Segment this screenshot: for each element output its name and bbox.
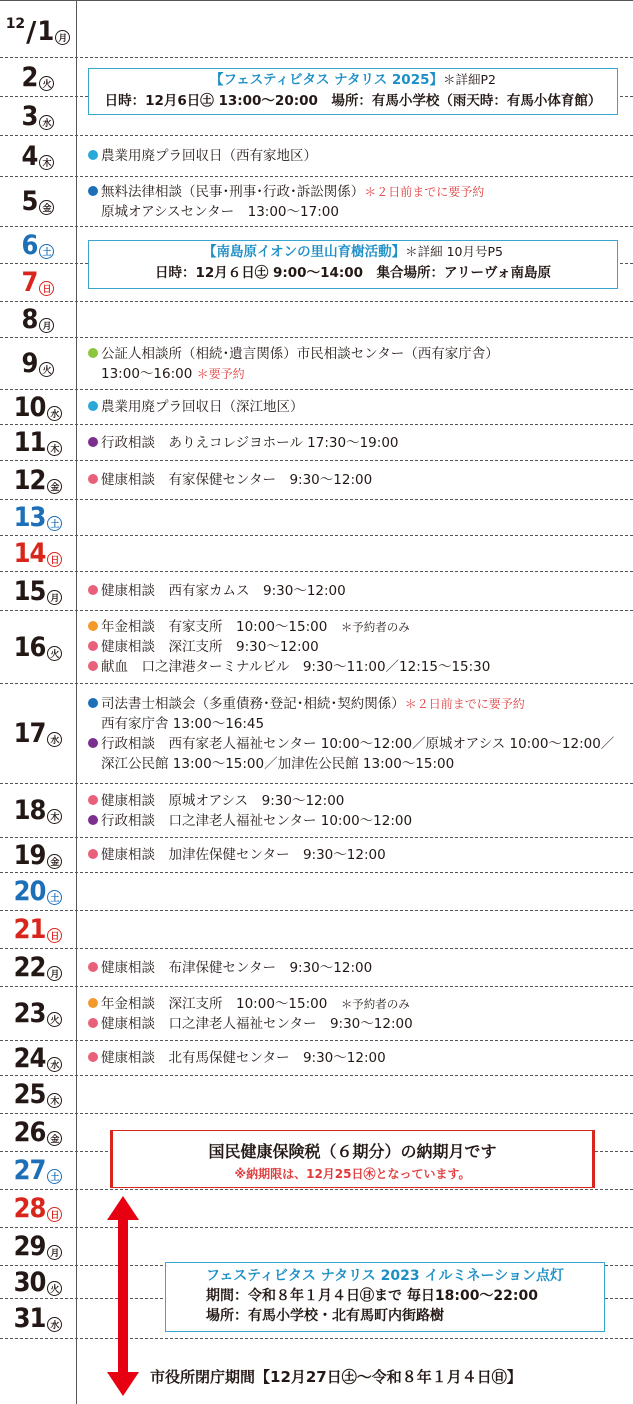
event-item [88, 958, 372, 978]
festival-ref: ＊詳細P2 [443, 72, 496, 87]
date-cell [0, 338, 76, 389]
day-number: 10 [13, 391, 46, 423]
weekday-circle: 火 [47, 1012, 62, 1027]
date-cell [0, 838, 76, 872]
weekday-circle: 月 [55, 30, 70, 45]
event-text: 健康相談 口之津老人福祉センター 9:30～12:00 [101, 1015, 413, 1032]
date-cell [0, 536, 76, 571]
top-border [0, 0, 633, 1]
event-item [88, 637, 490, 657]
category-dot-icon [88, 998, 98, 1008]
event-item [88, 754, 614, 774]
day-number: 28 [13, 1193, 46, 1224]
category-dot-icon [88, 401, 98, 411]
date-cell [0, 949, 76, 986]
event-text: 健康相談 深江支所 9:30～12:00 [101, 639, 319, 655]
date-cell [0, 572, 76, 610]
event-list [88, 949, 372, 986]
event-text: 健康相談 原城オアシス 9:30～12:00 [101, 792, 345, 809]
event-text: 行政相談 ありえコレジヨホール 17:30～19:00 [101, 434, 399, 451]
weekday-circle: 金 [47, 1131, 62, 1146]
event-text: 年金相談 有家支所 10:00～15:00 [101, 619, 341, 635]
weekday-circle: 火 [47, 1281, 62, 1296]
event-text: 健康相談 加津佐保健センター 9:30～12:00 [101, 847, 386, 863]
date-cell [0, 987, 76, 1040]
day-row [0, 500, 633, 536]
category-dot-icon [88, 585, 98, 595]
event-item [88, 617, 490, 637]
day-number: 13 [13, 502, 46, 533]
event-list [88, 987, 413, 1040]
date-cell [0, 6, 76, 57]
day-number: 15 [13, 575, 46, 607]
event-text: 原城オアシスセンター 13:00～17:00 [101, 203, 339, 220]
day-number: 24 [13, 1042, 46, 1074]
event-list [88, 390, 304, 424]
event-text: 公証人相談所（相続･遺言関係）市民相談センター（西有家庁舎） [101, 345, 499, 362]
day-number: 3 [21, 100, 38, 132]
day-row [0, 611, 633, 684]
day-number: 12 [13, 464, 46, 496]
event-text: 健康相談 布津保健センター 9:30～12:00 [101, 959, 373, 976]
category-dot-icon [88, 738, 98, 748]
day-row [0, 536, 633, 572]
event-text: 健康相談 北有馬保健センター 9:30～12:00 [101, 1050, 386, 1066]
event-text: 司法書士相談会（多重債務･登記･相続･契約関係） [101, 695, 405, 712]
day-number: 7 [21, 267, 38, 298]
weekday-circle: 日 [47, 928, 62, 943]
event-text: 西有家庁舎 13:00～16:45 [101, 715, 265, 732]
date-slash: / [26, 15, 37, 48]
weekday-circle: 水 [47, 406, 62, 421]
illumination-location: 場所：有馬小学校・北有馬町内街路樹 [206, 1308, 444, 1324]
category-dot-icon [88, 1018, 98, 1028]
day-row [0, 572, 633, 611]
category-dot-icon [88, 474, 98, 484]
event-list [88, 425, 399, 460]
day-number: 1 [37, 16, 54, 47]
date-cell [0, 911, 76, 948]
festival-datetime: 日時：12月6日㊏ 13:00～20:00 場所：有馬小学校（雨天時：有馬小体育館） [104, 93, 602, 109]
date-cell [0, 227, 76, 263]
date-cell [0, 302, 76, 337]
event-text: 農業用廃プラ回収日（深江地区） [101, 399, 304, 415]
weekday-circle: 日 [47, 552, 62, 567]
event-item [88, 146, 317, 166]
day-row [0, 6, 633, 58]
category-dot-icon [88, 1052, 98, 1062]
date-cell [0, 1228, 76, 1265]
day-row [0, 987, 633, 1041]
date-cell [0, 873, 76, 910]
day-number: 23 [13, 998, 46, 1029]
event-list [88, 684, 614, 783]
event-item [88, 714, 614, 734]
weekday-circle: 金 [39, 200, 54, 215]
event-list [88, 338, 499, 389]
day-row [0, 873, 633, 911]
illumination-box [165, 1262, 605, 1332]
day-number: 17 [13, 718, 46, 749]
event-item [88, 470, 372, 490]
event-item [88, 734, 614, 754]
tax-notice-deadline: ※納期限は、12月25日㊍となっています。 [234, 1167, 471, 1181]
aeon-datetime: 日時：12月６日㊏ 9:00～14:00 集合場所：アリーヴォ南島原 [155, 265, 551, 281]
weekday-circle: 日 [47, 1207, 62, 1222]
weekday-circle: 月 [47, 1245, 62, 1260]
weekday-circle: 火 [39, 76, 54, 91]
day-number: 29 [13, 1231, 46, 1262]
weekday-circle: 木 [47, 809, 62, 824]
reservation-note: ＊２日前までに要予約 [404, 696, 525, 711]
date-cell [0, 611, 76, 683]
event-item [88, 845, 386, 865]
day-number: 20 [13, 876, 46, 907]
date-cell [0, 97, 76, 135]
event-text: 行政相談 西有家老人福祉センター 10:00～12:00／原城オアシス 10:00～12:00／ [101, 735, 615, 752]
day-number: 11 [13, 427, 46, 458]
category-dot-icon [88, 795, 98, 805]
day-row [0, 177, 633, 227]
category-dot-icon [88, 186, 98, 196]
event-item [88, 433, 399, 453]
day-number: 26 [13, 1117, 46, 1148]
day-number: 16 [13, 631, 46, 663]
date-cell [0, 1299, 76, 1338]
tax-notice-title: 国民健康保険税（６期分）の納期月です [208, 1142, 497, 1161]
day-number: 14 [13, 538, 46, 569]
weekday-circle: 月 [39, 318, 54, 333]
aeon-info-box [88, 240, 618, 289]
day-number: 2 [21, 61, 38, 93]
weekday-circle: 木 [47, 1093, 62, 1108]
day-row [0, 784, 633, 838]
category-dot-icon [88, 698, 98, 708]
day-row [0, 461, 633, 500]
day-row [0, 684, 633, 784]
event-list [88, 611, 490, 683]
weekday-circle: 木 [39, 155, 54, 170]
day-number: 6 [21, 229, 38, 261]
aeon-title: 【南島原イオンの里山育樹活動】 [203, 244, 406, 260]
date-cell [0, 425, 76, 460]
event-item [88, 791, 412, 811]
day-row [0, 1041, 633, 1076]
event-list [88, 461, 372, 499]
weekday-circle: 火 [47, 646, 62, 661]
weekday-circle: 水 [47, 732, 62, 747]
category-dot-icon [88, 621, 98, 631]
weekday-circle: 木 [47, 441, 62, 456]
reservation-note: ＊２日前までに要予約 [364, 184, 485, 199]
event-item [88, 1048, 386, 1068]
event-item [88, 182, 484, 202]
event-item [88, 344, 499, 364]
date-cell [0, 177, 76, 226]
event-text: 無料法律相談（民事･刑事･行政･訴訟関係） [101, 183, 365, 200]
category-dot-icon [88, 348, 98, 358]
weekday-circle: 水 [47, 1317, 62, 1332]
day-number: 25 [13, 1079, 46, 1110]
date-cell [0, 136, 76, 176]
day-number: 31 [13, 1303, 46, 1334]
category-dot-icon [88, 437, 98, 447]
date-cell [0, 1114, 76, 1151]
day-row [0, 136, 633, 177]
category-dot-icon [88, 641, 98, 651]
day-number: 19 [13, 839, 46, 871]
day-row [0, 1190, 633, 1228]
illumination-period: 期間：令和８年１月４日㊐まで 毎日18:00～22:00 [206, 1288, 538, 1304]
event-text: 行政相談 口之津老人福祉センター 10:00～12:00 [101, 812, 413, 829]
event-list [88, 838, 386, 872]
aeon-ref: ＊詳細 10月号P5 [405, 244, 503, 259]
reservation-note: ＊要予約 [196, 366, 245, 381]
day-row [0, 911, 633, 949]
event-text: 深江公民館 13:00～15:00／加津佐公民館 13:00～15:00 [101, 755, 455, 772]
date-cell [0, 684, 76, 783]
weekday-circle: 月 [47, 966, 62, 981]
date-cell [0, 58, 76, 96]
day-row [0, 425, 633, 461]
date-cell [0, 1041, 76, 1075]
closed-period-arrow [103, 1196, 143, 1396]
weekday-circle: 日 [39, 281, 54, 296]
date-cell [0, 500, 76, 535]
event-text: 年金相談 深江支所 10:00～15:00 [101, 995, 341, 1012]
day-number: 8 [21, 304, 38, 335]
event-item [88, 811, 412, 831]
day-row [0, 390, 633, 425]
event-text: 農業用廃プラ回収日（西有家地区） [101, 148, 317, 164]
festival-info-box [88, 68, 618, 115]
event-item [88, 1014, 413, 1034]
weekday-circle: 土 [47, 1169, 62, 1184]
illumination-title: フェスティビタス ナタリス 2023 イルミネーション点灯 [206, 1268, 564, 1284]
day-row [0, 1076, 633, 1114]
event-list [88, 177, 484, 226]
day-number: 21 [13, 914, 46, 945]
day-row [0, 949, 633, 987]
weekday-circle: 土 [47, 516, 62, 531]
weekday-circle: 月 [47, 590, 62, 605]
office-closed-period: 市役所閉庁期間【12月27日㊏～令和８年１月４日㊐】 [150, 1368, 522, 1386]
category-dot-icon [88, 962, 98, 972]
event-list [88, 784, 412, 837]
category-dot-icon [88, 849, 98, 859]
date-cell [0, 1190, 76, 1227]
event-note: ＊予約者のみ [340, 620, 410, 634]
event-item [88, 364, 499, 384]
day-number: 22 [13, 952, 46, 983]
day-number: 4 [21, 140, 38, 172]
day-number: 30 [13, 1266, 46, 1298]
day-number: 27 [13, 1155, 46, 1186]
event-list [88, 572, 346, 610]
day-number: 18 [13, 795, 46, 826]
event-item [88, 657, 490, 677]
tax-notice-box [110, 1130, 595, 1188]
event-list [88, 1041, 386, 1075]
event-item [88, 694, 614, 714]
weekday-circle: 水 [47, 1057, 62, 1072]
day-row [0, 338, 633, 390]
day-row [0, 838, 633, 873]
date-cell [0, 1266, 76, 1298]
event-item [88, 994, 413, 1014]
weekday-circle: 土 [47, 890, 62, 905]
weekday-circle: 火 [39, 362, 54, 377]
weekday-circle: 金 [47, 479, 62, 494]
event-text: 健康相談 有家保健センター 9:30～12:00 [101, 472, 373, 488]
date-cell [0, 390, 76, 424]
event-text: 献血 口之津港ターミナルビル 9:30～11:00／12:15～15:30 [101, 659, 491, 675]
category-dot-icon [88, 150, 98, 160]
weekday-circle: 土 [39, 244, 54, 259]
date-cell [0, 784, 76, 837]
event-item [88, 397, 304, 417]
month-label: 12 [5, 15, 26, 32]
date-cell [0, 1076, 76, 1113]
date-cell [0, 1152, 76, 1189]
event-text: 13:00～16:00 [101, 365, 197, 382]
weekday-circle: 水 [39, 115, 54, 130]
day-number: 5 [21, 186, 38, 217]
event-item [88, 581, 346, 601]
weekday-circle: 金 [47, 854, 62, 869]
category-dot-icon [88, 815, 98, 825]
event-item [88, 202, 484, 222]
festival-title: 【フェスティビタス ナタリス 2025】 [209, 72, 443, 88]
date-cell [0, 264, 76, 301]
event-list [88, 136, 317, 176]
date-cell [0, 461, 76, 499]
event-text: 健康相談 西有家カムス 9:30～12:00 [101, 583, 346, 599]
category-dot-icon [88, 661, 98, 671]
event-note: ＊予約者のみ [340, 996, 410, 1011]
day-row [0, 302, 633, 338]
day-row [0, 1228, 633, 1266]
day-number: 9 [21, 348, 38, 379]
